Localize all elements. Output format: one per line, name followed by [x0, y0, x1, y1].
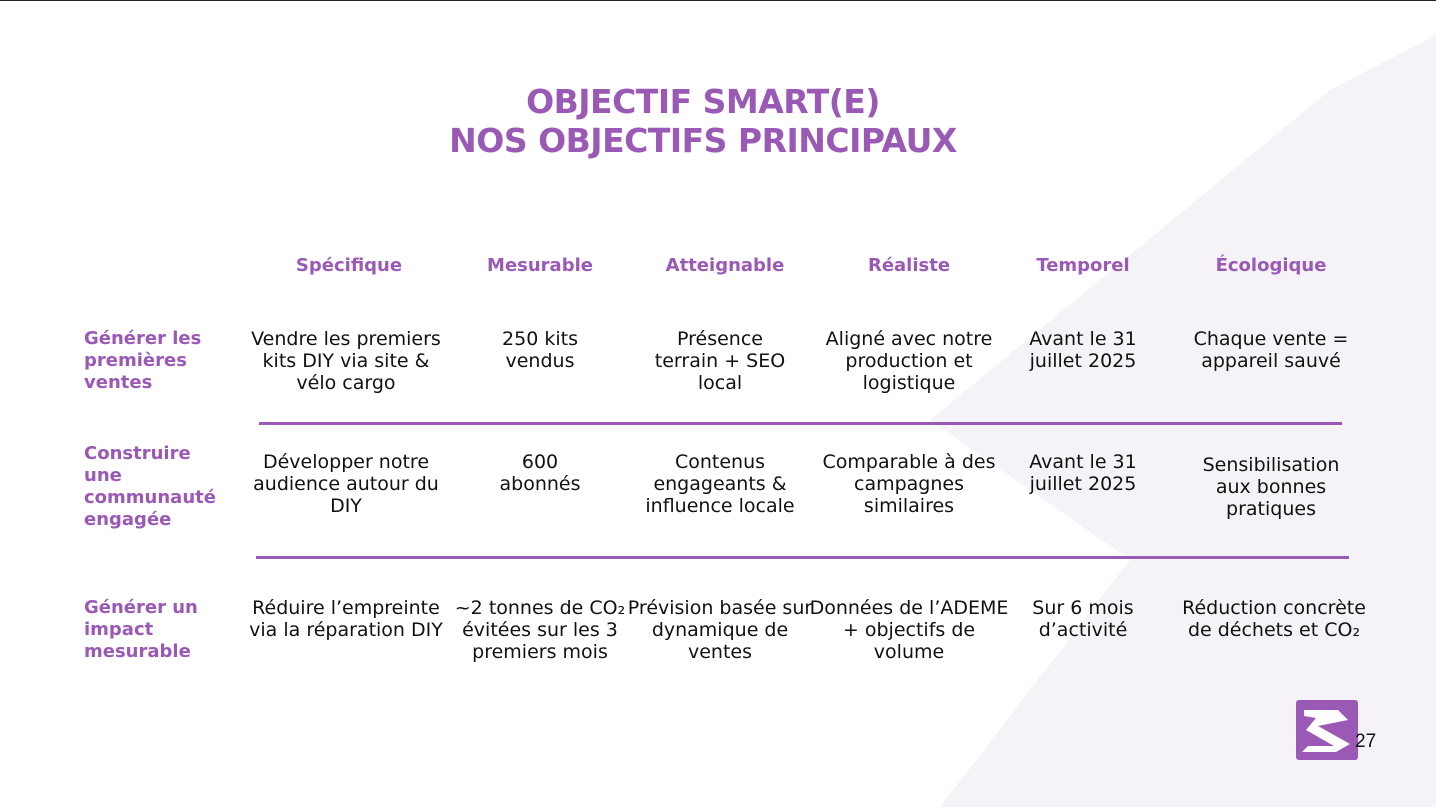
row-header-ventes: Générer les premières ventes — [84, 328, 202, 393]
table-cell: 250 kits vendus — [502, 328, 578, 372]
title-line-2: NOS OBJECTIFS PRINCIPAUX — [449, 121, 957, 160]
column-header-temporel: Temporel — [1036, 255, 1130, 276]
title-line-1: OBJECTIF SMART(E) — [526, 82, 880, 121]
table-cell: Sur 6 mois d’activité — [1032, 597, 1134, 641]
table-cell: Réduire l’empreinte via la réparation DIY — [249, 597, 443, 641]
table-cell: Avant le 31 juillet 2025 — [1029, 451, 1137, 495]
column-header-mesurable: Mesurable — [487, 255, 593, 276]
table-cell: 600 abonnés — [499, 451, 581, 495]
table-cell: Présence terrain + SEO local — [654, 328, 786, 394]
table-cell: Données de l’ADEME + objectifs de volume — [809, 597, 1009, 663]
column-header-ecologique: Écologique — [1215, 255, 1327, 276]
table-cell: Avant le 31 juillet 2025 — [1029, 328, 1137, 372]
row-divider — [256, 556, 1349, 559]
brand-logo-icon — [1296, 700, 1358, 760]
column-header-atteignable: Atteignable — [665, 255, 785, 276]
row-divider — [259, 422, 1342, 425]
page-title — [0, 82, 1406, 160]
column-header-specifique: Spécifique — [295, 255, 403, 276]
table-cell: Développer notre audience autour du DIY — [253, 451, 439, 517]
row-header-communaute: Construire une communauté engagée — [84, 443, 216, 530]
table-cell: Contenus engageants & influence locale — [645, 451, 795, 517]
page-number: 27 — [1355, 731, 1377, 752]
row-header-impact: Générer un impact mesurable — [84, 597, 198, 662]
table-cell: Chaque vente = appareil sauvé — [1193, 328, 1349, 372]
table-cell: Prévision basée sur dynamique de ventes — [627, 597, 813, 663]
table-cell: Comparable à des campagnes similaires — [822, 451, 996, 517]
table-cell: Aligné avec notre production et logistique — [825, 328, 993, 394]
table-cell: Sensibilisation aux bonnes pratiques — [1202, 454, 1340, 520]
table-cell: ~2 tonnes de CO₂ évitées sur les 3 premiers mois — [454, 597, 626, 663]
table-cell: Réduction concrète de déchets et CO₂ — [1182, 597, 1366, 641]
table-cell: Vendre les premiers kits DIY via site & vélo cargo — [251, 328, 441, 394]
column-header-realiste: Réaliste — [867, 255, 951, 276]
